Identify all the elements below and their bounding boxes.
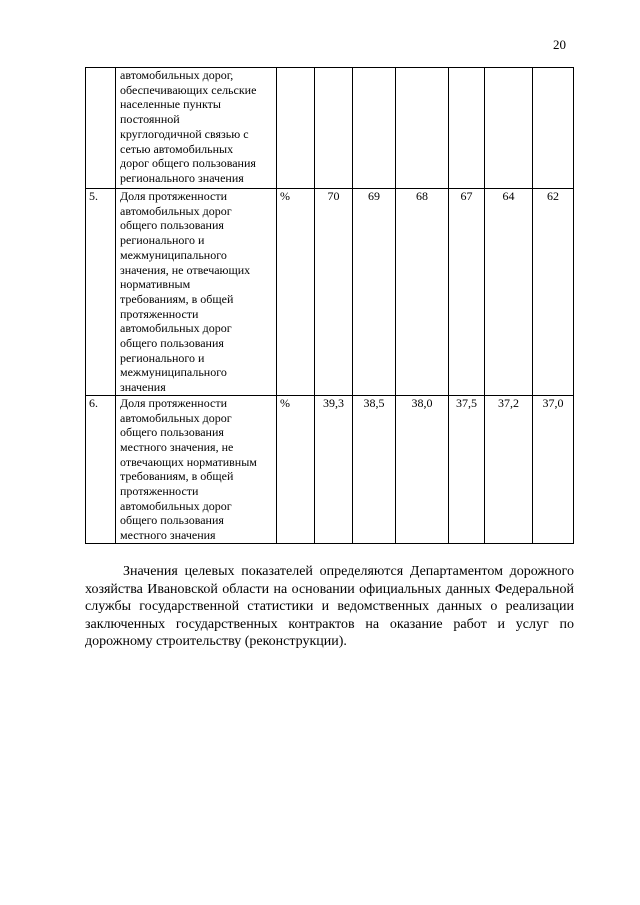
paragraph-text: Значения целевых показателей определяются Департаментом дорожного хозяйства Ивановской области на основании официальных данных Федеральной службы государственной статистики и ведомственных данных о реализации заключенных государственных контрактов на оказание работ и услуг по дорожному строительству (реконструкции). <box>85 564 574 650</box>
body-paragraph <box>85 563 574 651</box>
indicator-name-line: дорог общего пользования <box>120 156 256 171</box>
indicator-name-line: регионального и <box>120 350 205 365</box>
value-cell: 68 <box>396 189 449 396</box>
value-cell <box>353 68 396 189</box>
value-cell: 37,5 <box>449 395 485 543</box>
value-cell: 70 <box>315 189 353 396</box>
value-cell: 62 <box>533 189 574 396</box>
row-number-cell <box>86 68 116 189</box>
indicator-name-line: Доля протяженности <box>120 189 227 203</box>
value-cell: 38,0 <box>396 395 449 543</box>
indicator-name-line: значения, не отвечающих <box>120 262 251 277</box>
value-cell <box>396 68 449 189</box>
value-cell: 64 <box>485 189 533 396</box>
indicator-name-line: регионального и <box>120 233 205 248</box>
row-number-cell: 5. <box>86 189 116 396</box>
indicator-name-line: протяженности <box>120 306 199 321</box>
indicator-name-line: населенные пункты <box>120 97 221 112</box>
unit-cell: % <box>277 395 315 543</box>
indicator-name-line: автомобильных дорог <box>120 321 232 336</box>
value-cell <box>533 68 574 189</box>
value-cell: 38,5 <box>353 395 396 543</box>
indicator-name-line: отвечающих нормативным <box>120 454 257 469</box>
value-cell: 67 <box>449 189 485 396</box>
indicator-name-line: регионального значения <box>120 170 244 185</box>
row-number-cell: 6. <box>86 395 116 543</box>
indicator-name-line: протяженности <box>120 484 199 499</box>
unit-cell <box>277 68 315 189</box>
indicator-name-line: местного значения, не <box>120 439 234 454</box>
indicator-name-line: общего пользования <box>120 336 224 351</box>
indicator-name-line: нормативным <box>120 277 191 292</box>
indicator-name-line: круглогодичной связью с <box>120 126 249 141</box>
table-row <box>86 395 574 543</box>
value-cell <box>315 68 353 189</box>
indicator-name-line: автомобильных дорог <box>120 203 232 218</box>
indicator-name-line: постоянной <box>120 112 180 127</box>
indicator-name-line: автомобильных дорог, <box>120 68 234 82</box>
value-cell: 39,3 <box>315 395 353 543</box>
indicator-name-line: сетью автомобильных <box>120 141 234 156</box>
indicator-name-line: обеспечивающих сельские <box>120 82 257 97</box>
indicator-name-cell <box>116 189 277 396</box>
indicator-name-line: общего пользования <box>120 513 224 528</box>
value-cell: 37,2 <box>485 395 533 543</box>
unit-cell: % <box>277 189 315 396</box>
indicators-table <box>85 67 574 544</box>
indicator-name-line: общего пользования <box>120 425 224 440</box>
indicator-name-line: межмуниципального <box>120 247 227 262</box>
indicator-name-cell <box>116 395 277 543</box>
indicator-name-line: значения <box>120 380 166 395</box>
value-cell <box>449 68 485 189</box>
value-cell: 69 <box>353 189 396 396</box>
indicator-name-line: межмуниципального <box>120 365 227 380</box>
indicator-name-line: требованиям, в общей <box>120 469 234 484</box>
table-row <box>86 68 574 189</box>
value-cell: 37,0 <box>533 395 574 543</box>
indicator-name-line: общего пользования <box>120 218 224 233</box>
page-number: 20 <box>553 37 566 52</box>
value-cell <box>485 68 533 189</box>
indicator-name-line: автомобильных дорог <box>120 410 232 425</box>
table-row <box>86 189 574 396</box>
indicator-name-cell <box>116 68 277 189</box>
indicator-name-line: Доля протяженности <box>120 395 227 410</box>
indicator-name-line: местного значения <box>120 528 216 543</box>
indicator-name-line: требованиям, в общей <box>120 291 234 306</box>
indicator-name-line: автомобильных дорог <box>120 498 232 513</box>
